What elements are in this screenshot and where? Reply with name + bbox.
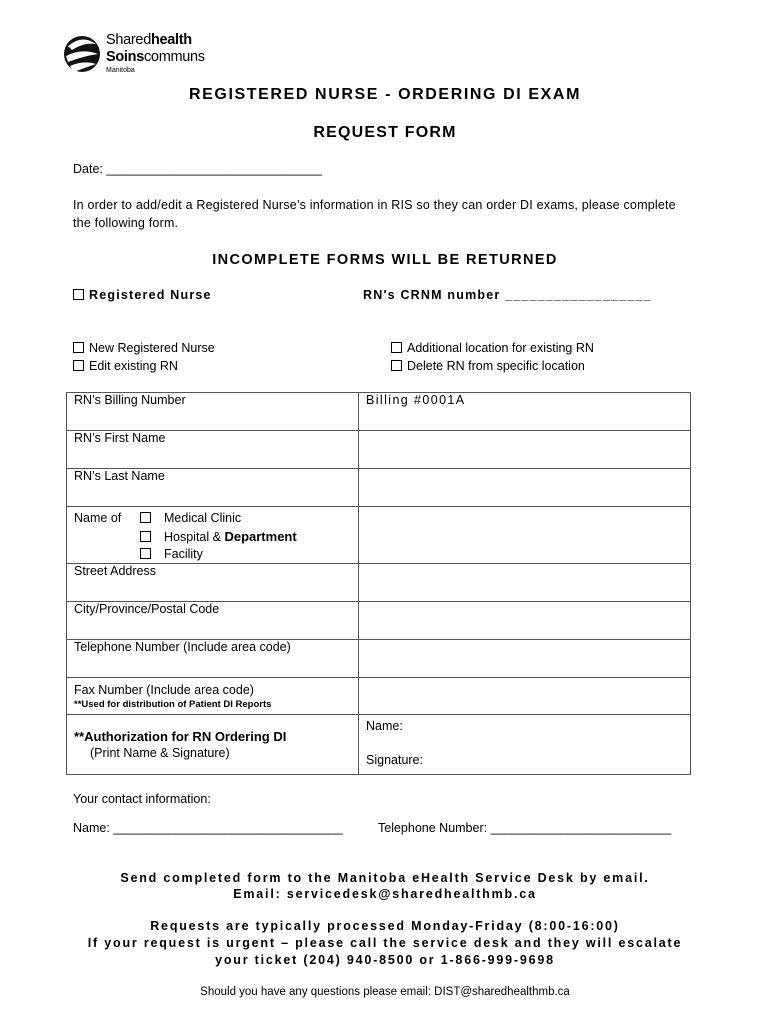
delete-rn-checkbox[interactable] bbox=[391, 359, 585, 373]
authorization-name-label: Name: bbox=[366, 719, 403, 733]
new-rn-label: New Registered Nurse bbox=[89, 341, 215, 355]
checkbox-icon[interactable] bbox=[391, 342, 402, 353]
telephone-number-label: Telephone Number (Include area code) bbox=[74, 640, 291, 654]
send-instructions bbox=[0, 870, 770, 902]
checkbox-icon[interactable] bbox=[391, 360, 402, 371]
checkbox-icon[interactable] bbox=[73, 360, 84, 371]
table-row bbox=[67, 640, 691, 678]
rn-info-table bbox=[66, 392, 691, 775]
incomplete-forms-warning: INCOMPLETE FORMS WILL BE RETURNED bbox=[212, 252, 558, 268]
medical-clinic-checkbox[interactable]: Medical Clinic bbox=[140, 511, 241, 525]
fax-number-field[interactable] bbox=[359, 678, 691, 715]
requests-line-3: your ticket (204) 940-8500 or 1-866-999-9698 bbox=[215, 953, 555, 967]
form-subtitle: REQUEST FORM bbox=[313, 124, 457, 141]
authorization-signature-label: Signature: bbox=[366, 753, 423, 767]
additional-location-label: Additional location for existing RN bbox=[407, 341, 594, 355]
logo-text-soins: Soins bbox=[106, 49, 144, 65]
requests-line-2: If your request is urgent – please call the service desk and they will escalate bbox=[87, 936, 683, 950]
last-name-label: RN’s Last Name bbox=[74, 469, 165, 483]
delete-rn-label: Delete RN from specific location bbox=[407, 359, 585, 373]
requests-line-1: Requests are typically processed Monday-Friday (8:00-16:00) bbox=[150, 919, 620, 933]
crnm-number-field[interactable]: RN's CRNM number __________________ bbox=[363, 288, 652, 302]
last-name-field[interactable] bbox=[359, 469, 691, 507]
table-row bbox=[67, 678, 691, 715]
billing-number-field[interactable] bbox=[359, 393, 691, 431]
name-of-label: Name of bbox=[74, 511, 122, 525]
telephone-number-field[interactable] bbox=[359, 640, 691, 678]
checkbox-icon[interactable] bbox=[140, 548, 151, 559]
first-name-field[interactable] bbox=[359, 431, 691, 469]
shared-health-logo bbox=[62, 30, 212, 78]
contact-name-field[interactable]: Name: _________________________________ bbox=[73, 821, 343, 835]
authorization-field[interactable] bbox=[359, 715, 691, 775]
edit-rn-label: Edit existing RN bbox=[89, 359, 178, 373]
table-row bbox=[67, 393, 691, 431]
facility-checkbox[interactable]: Facility bbox=[140, 547, 203, 561]
additional-location-checkbox[interactable] bbox=[391, 341, 594, 355]
billing-number-value: Billing #0001A bbox=[366, 393, 466, 407]
logo-text-manitoba: Manitoba bbox=[106, 67, 135, 74]
checkbox-icon[interactable] bbox=[140, 512, 151, 523]
logo-text-communs: communs bbox=[143, 49, 205, 65]
registered-nurse-checkbox[interactable] bbox=[73, 288, 212, 302]
fax-number-label: Fax Number (Include area code) bbox=[74, 683, 254, 697]
street-address-field[interactable] bbox=[359, 564, 691, 602]
checkbox-icon[interactable] bbox=[73, 289, 84, 300]
registered-nurse-label: Registered Nurse bbox=[89, 288, 212, 302]
table-row bbox=[67, 564, 691, 602]
contact-heading: Your contact information: bbox=[73, 792, 211, 806]
city-province-postal-field[interactable] bbox=[359, 602, 691, 640]
intro-paragraph: In order to add/edit a Registered Nurse’s information in RIS so they can order DI exams, please complete the following form. bbox=[73, 198, 676, 230]
logo-text-health: health bbox=[150, 32, 192, 48]
checkbox-icon[interactable] bbox=[73, 342, 84, 353]
billing-number-label: RN’s Billing Number bbox=[74, 393, 186, 407]
table-row bbox=[67, 469, 691, 507]
edit-rn-checkbox[interactable] bbox=[73, 359, 178, 373]
form-title: REGISTERED NURSE - ORDERING DI EXAM bbox=[188, 86, 582, 103]
request-processing-info bbox=[0, 918, 770, 969]
contact-telephone-field[interactable]: Telephone Number: __________________________ bbox=[378, 821, 672, 835]
authorization-sublabel: (Print Name & Signature) bbox=[90, 746, 230, 760]
hospital-department-checkbox[interactable]: Hospital & Department bbox=[140, 529, 297, 544]
city-province-postal-label: City/Province/Postal Code bbox=[74, 602, 220, 616]
send-line-1: Send completed form to the Manitoba eHealth Service Desk by email. bbox=[120, 871, 650, 885]
first-name-label: RN’s First Name bbox=[74, 431, 166, 445]
table-row bbox=[67, 715, 691, 775]
table-row bbox=[67, 602, 691, 640]
authorization-label: **Authorization for RN Ordering DI bbox=[74, 729, 287, 744]
fax-number-note: **Used for distribution of Patient DI Reports bbox=[74, 699, 272, 710]
name-of-field[interactable] bbox=[359, 507, 691, 564]
table-row bbox=[67, 507, 691, 564]
footer-questions: Should you have any questions please email: DIST@sharedhealthmb.ca bbox=[200, 986, 570, 998]
name-of-group bbox=[74, 507, 351, 563]
logo-text-shared: Shared bbox=[106, 32, 151, 48]
new-rn-checkbox[interactable] bbox=[73, 341, 215, 355]
street-address-label: Street Address bbox=[74, 564, 156, 578]
shared-health-logo-icon bbox=[62, 30, 102, 78]
table-row bbox=[67, 431, 691, 469]
checkbox-icon[interactable] bbox=[140, 531, 151, 542]
date-field[interactable]: Date: _______________________________ bbox=[73, 162, 322, 176]
service-desk-email: Email: servicedesk@sharedhealthmb.ca bbox=[233, 887, 537, 901]
